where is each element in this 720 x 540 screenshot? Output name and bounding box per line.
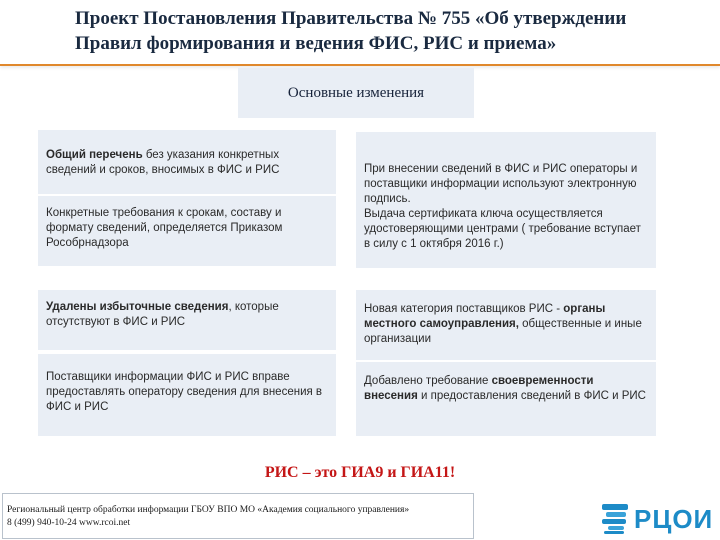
- title-line-2: Правил формирования и ведения ФИС, РИС и приема»: [75, 33, 557, 54]
- left-panel-4-text: Поставщики информации ФИС и РИС вправе предоставлять оператору сведения для внесения в ФИС и РИС: [46, 371, 323, 413]
- left-panel-2: [38, 196, 336, 266]
- left-panel-1-text: без указания конкретных сведений и сроков, вносимых в ФИС и РИС: [46, 149, 280, 176]
- rcoi-logo: [600, 500, 718, 538]
- center-note: РИС – это ГИА9 и ГИА11!: [264, 464, 456, 481]
- left-panel-3-bold: Удалены избыточные сведения: [46, 301, 229, 313]
- footer-box: [2, 493, 474, 539]
- right-panel-2-bold: органы местного самоуправления,: [364, 303, 606, 330]
- right-panel-3-post: и предоставления сведений в ФИС и РИС: [417, 390, 646, 402]
- title-line-1: Проект Постановления Правительства № 755 «Об утверждении: [75, 8, 627, 29]
- right-panel-1: [356, 132, 656, 268]
- right-panel-1-line-2: Выдача сертификата ключа осуществляется удостоверяющими центрами ( требование вступает в силу с 1 октября 2016 г.): [364, 208, 641, 250]
- page-title: [75, 6, 695, 56]
- right-panel-3: [356, 362, 656, 436]
- left-panel-3-text: , которые отсутствуют в ФИС и РИС: [46, 301, 279, 328]
- left-panel-1-bold: Общий перечень: [46, 149, 143, 161]
- left-panel-3: [38, 290, 336, 350]
- title-band: [0, 0, 720, 66]
- right-panel-2-pre: Новая категория поставщиков РИС -: [364, 303, 564, 315]
- footer-line-2: 8 (499) 940-10-24 www.rcoi.net: [7, 518, 131, 528]
- right-panel-3-bold: своевременности внесения: [364, 375, 594, 402]
- subtitle-box: [238, 68, 474, 118]
- left-panel-2-text: Конкретные требования к срокам, составу и формату сведений, определяется Приказом Рособрнадзора: [46, 207, 283, 249]
- logo-text: РЦОИ: [634, 503, 714, 534]
- left-panel-1: [38, 130, 336, 194]
- subtitle-text: Основные изменения: [287, 84, 425, 101]
- right-panel-1-line-1: При внесении сведений в ФИС и РИС операторы и поставщики информации используют электронную подпись.: [364, 163, 638, 205]
- right-panel-2: [356, 290, 656, 360]
- rcoi-logo-icon: [600, 502, 630, 536]
- right-panel-3-pre: Добавлено требование: [364, 375, 492, 387]
- footer-line-1: Региональный центр обработки информации ГБОУ ВПО МО «Академия социального управления»: [7, 505, 410, 515]
- right-panel-2-post: общественные и иные организации: [364, 318, 642, 345]
- left-panel-4: [38, 354, 336, 436]
